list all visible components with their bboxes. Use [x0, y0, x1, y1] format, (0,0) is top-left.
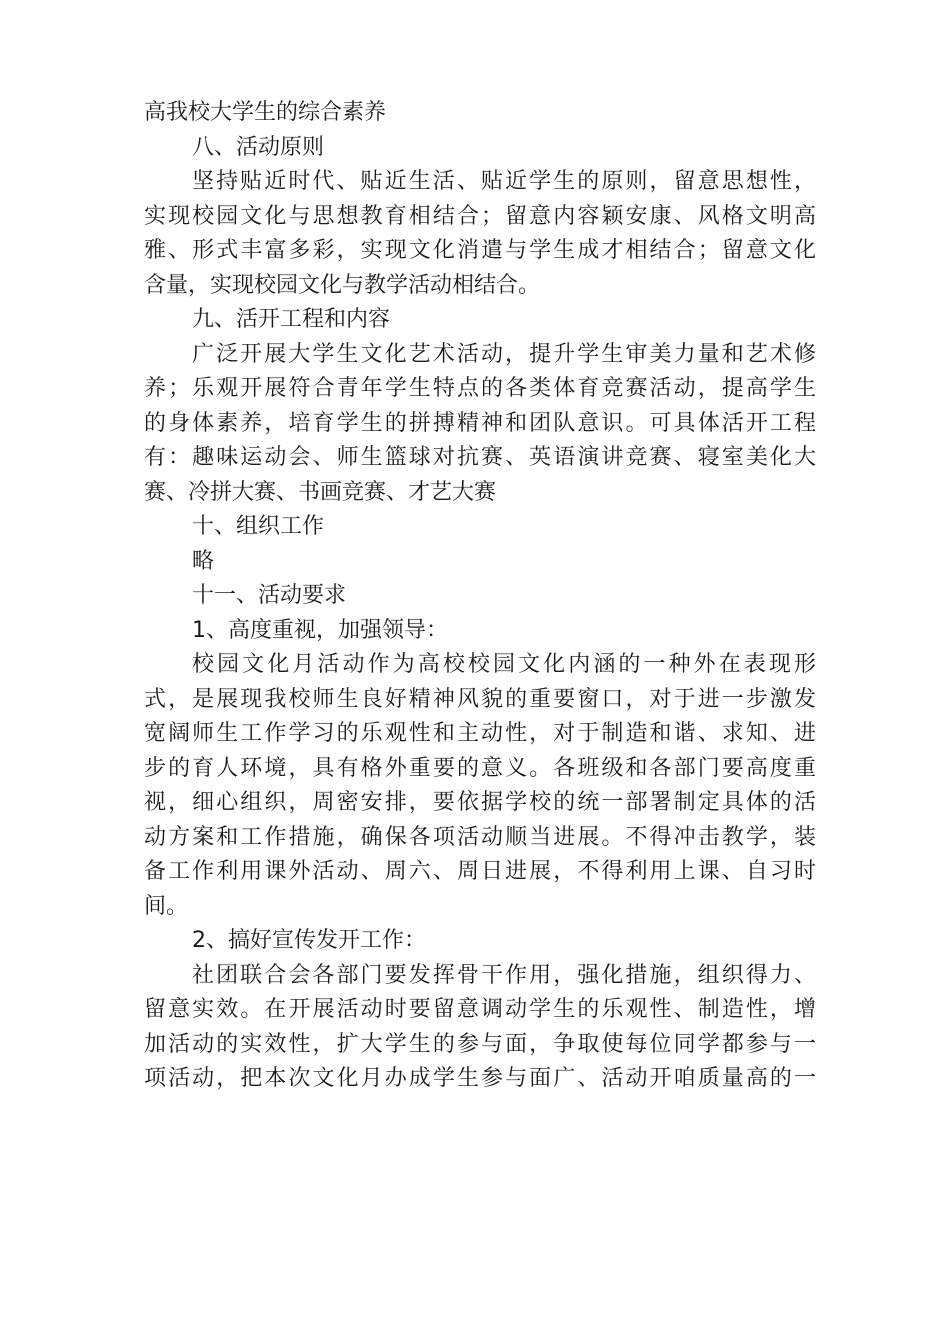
text-line: 校园文化月活动作为高校校园文化内涵的一种外在表现形 [192, 652, 816, 677]
text-line: 步的育人环境，具有格外重要的意义。各班级和各部门要高度重 [144, 755, 816, 781]
section-heading: 十一、活动要求 [192, 583, 347, 608]
section-heading: 九、活开工程和内容 [192, 307, 391, 332]
subsection-heading: 2、搞好宣传发开工作： [192, 928, 426, 953]
text-line: 动方案和工作措施，确保各项活动顺当进展。不得冲击教学，装 [144, 824, 816, 850]
text-line: 宽阔师生工作学习的乐观性和主动性，对于制造和谐、求知、进 [144, 721, 816, 746]
subsection-heading: 1、高度重视，加强领导： [192, 617, 448, 643]
text-line: 的身体素养，培育学生的拼搏精神和团队意识。可具体活开工程 [144, 410, 816, 436]
text-line: 间。 [144, 893, 189, 919]
text-line: 雅、形式丰富多彩，实现文化消遣与学生成才相结合；留意文化 [144, 238, 816, 263]
text-line: 养；乐观开展符合青年学生特点的各类体育竞赛活动，提高学生 [144, 376, 816, 401]
document-page [144, 96, 816, 1097]
text-line: 含量，实现校园文化与教学活动相结合。 [144, 272, 541, 298]
section-heading: 十、组织工作 [192, 514, 325, 539]
text-line: 视，细心组织，周密安排，要依据学校的统一部署制定具体的活 [144, 790, 816, 815]
text-line: 实现校园文化与思想教育相结合；留意内容颖安康、风格文明高 [144, 203, 816, 229]
text-line: 高我校大学生的综合素养 [144, 100, 387, 125]
text-line: 备工作利用课外活动、周六、周日进展，不得利用上课、自习时 [144, 859, 816, 884]
text-line: 有：趣味运动会、师生篮球对抗赛、英语演讲竞赛、寝室美化大 [144, 445, 816, 470]
text-line: 广泛开展大学生文化艺术活动，提升学生审美力量和艺术修 [192, 341, 816, 367]
text-line: 赛、冷拼大赛、书画竞赛、才艺大赛 [144, 479, 497, 505]
text-line: 式，是展现我校师生良好精神风貌的重要窗口，对于进一步激发 [144, 686, 816, 712]
section-heading: 八、活动原则 [192, 134, 325, 160]
text-line: 项活动，把本次文化月办成学生参与面广、活动开咱质量高的一 [144, 1066, 816, 1091]
text-line: 坚持贴近时代、贴近生活、贴近学生的原则，留意思想性， [192, 169, 816, 194]
text-line: 加活动的实效性，扩大学生的参与面，争取使每位同学都参与一 [144, 1031, 816, 1057]
text-line: 略 [192, 548, 215, 574]
text-line: 留意实效。在开展活动时要留意调动学生的乐观性、制造性，增 [144, 997, 816, 1022]
text-line: 社团联合会各部门要发挥骨干作用，强化措施，组织得力、 [192, 962, 816, 988]
